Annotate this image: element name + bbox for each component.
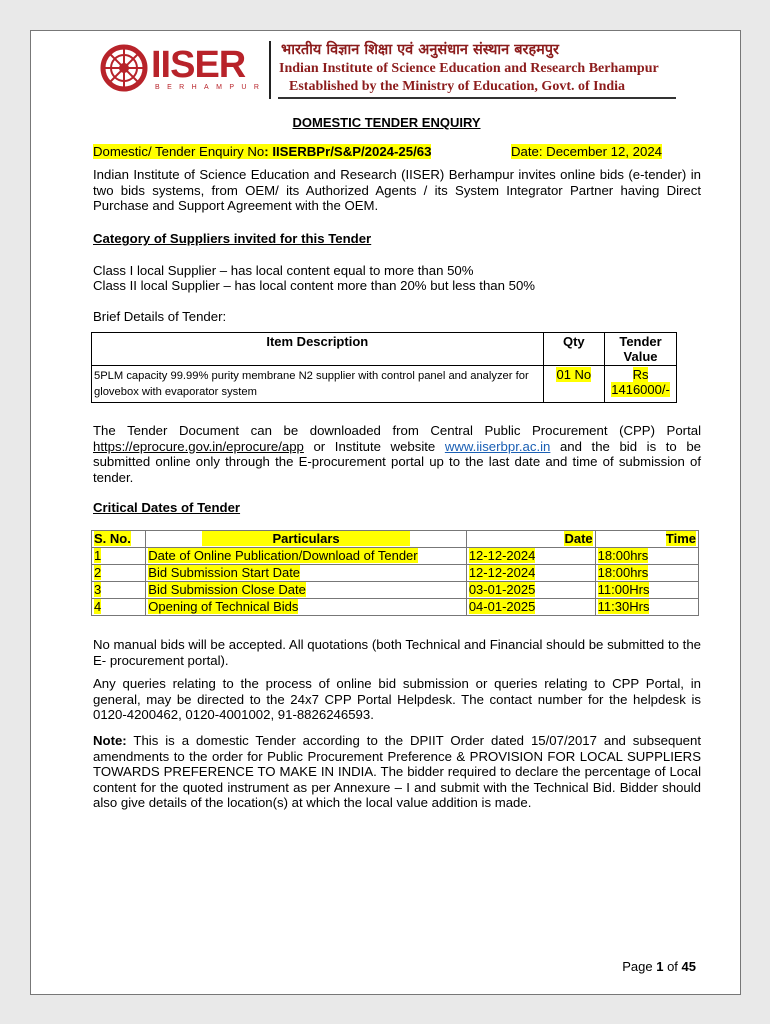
- table-header: Date: [466, 531, 595, 548]
- row-date: 04-01-2025: [466, 599, 595, 616]
- document-page: [30, 30, 741, 995]
- brief-heading: Brief Details of Tender:: [93, 309, 227, 324]
- header-divider: [269, 41, 271, 99]
- item-value: 1416000/-: [611, 382, 670, 397]
- table-header: Tender Value: [605, 333, 677, 366]
- doc-title: DOMESTIC TENDER ENQUIRY: [292, 115, 481, 130]
- table-header: Qty: [543, 333, 605, 366]
- institute-website-link[interactable]: www.iiserbpr.ac.in: [444, 438, 551, 454]
- item-value-cell: [605, 366, 677, 403]
- row-particular: Date of Online Publication/Download of Tender: [146, 548, 467, 565]
- iiser-emblem-icon: [99, 43, 149, 93]
- table-header: Particulars: [146, 531, 467, 548]
- enquiry-label: Domestic/ Tender Enquiry No: [93, 144, 265, 159]
- row-sno: 2: [92, 565, 146, 582]
- row-time: 18:00hrs: [595, 548, 698, 565]
- class2-supplier: Class II local Supplier – has local content more than 20% but less than 50%: [93, 278, 536, 293]
- established-line: Established by the Ministry of Education, Govt. of India: [289, 79, 626, 94]
- brief-details-table: [91, 332, 677, 403]
- row-date: 12-12-2024: [466, 565, 595, 582]
- suppliers-heading: Category of Suppliers invited for this Tender: [93, 231, 372, 246]
- table-row: [92, 582, 699, 599]
- row-time: 11:00Hrs: [595, 582, 698, 599]
- table-header: Item Description: [92, 333, 544, 366]
- table-header: Time: [595, 531, 698, 548]
- critical-dates-table: [91, 530, 699, 616]
- download-text-1: The Tender Document can be downloaded from Central Public Procurement (CPP) Portal: [93, 423, 701, 438]
- item-description: 5PLM capacity 99.99% purity membrane N2 supplier with control panel and analyzer for glovebox with evaporator system: [92, 366, 544, 403]
- enquiry-number: : IISERBPr/S&P/2024-25/63: [264, 144, 432, 159]
- enquiry-line: [93, 144, 431, 159]
- item-qty: 01 No: [556, 367, 592, 382]
- header-rule: [278, 97, 676, 99]
- hindi-title: भारतीय विज्ञान शिक्षा एवं अनुसंधान संस्थान बरहमपुर: [281, 42, 559, 58]
- logo-subtext: BERHAMPUR: [155, 84, 267, 91]
- row-date: 12-12-2024: [466, 548, 595, 565]
- queries-paragraph: Any queries relating to the process of online bid submission or queries relating to CPP Portal, in general, may be directed to the 24x7 CPP Portal Helpdesk. The contact number for the helpdesk is 0120-4200462, 0120-4001002, 91-8826246593.: [93, 676, 701, 722]
- row-date: 03-01-2025: [466, 582, 595, 599]
- download-text-2: or Institute website: [303, 438, 445, 454]
- table-row: [92, 599, 699, 616]
- table-header: S. No.: [92, 531, 146, 548]
- table-row: [92, 565, 699, 582]
- logo-text: IISER: [151, 44, 246, 86]
- manual-bids-paragraph: No manual bids will be accepted. All quotations (both Technical and Financial should be submitted to the E- procurement portal).: [93, 637, 701, 668]
- download-text-3: and the bid is to be submitted online only through the E-procurement portal up to the last date and time of submission of tender.: [93, 438, 702, 485]
- note-paragraph: [93, 733, 701, 811]
- row-particular: Opening of Technical Bids: [146, 599, 467, 616]
- row-time: 11:30Hrs: [595, 599, 698, 616]
- critical-heading: Critical Dates of Tender: [93, 500, 241, 515]
- item-qty-cell: [543, 366, 605, 403]
- note-text: This is a domestic Tender according to the DPIIT Order dated 15/07/2017 and subsequent amendments to the order for Public Procurement Preference & PROVISION FOR LOCAL SUPPLIERS TOWARDS PREFERENCE TO MAKE IN INDIA. The bidder required to declare the percentage of Local content for the quoted instrument as per Annexure – I and submit with the Technical Bid. Bidder should also give details of the location(s) at which the local value addition is made.: [93, 733, 701, 810]
- class1-supplier: Class I local Supplier – has local content equal to more than 50%: [93, 263, 474, 278]
- row-sno: 4: [92, 599, 146, 616]
- intro-paragraph: Indian Institute of Science Education and Research (IISER) Berhampur invites online bids (e-tender) in two bids systems, from OEM/ its Authorized Agents / its System Integrator Partner having Direct Purchase and Support Agreement with the OEM.: [93, 167, 701, 213]
- cpp-portal-link[interactable]: https://eprocure.gov.in/eprocure/app: [93, 438, 304, 454]
- note-label: Note:: [93, 733, 127, 748]
- row-particular: Bid Submission Start Date: [146, 565, 467, 582]
- enquiry-date: Date: December 12, 2024: [511, 144, 663, 159]
- row-particular: Bid Submission Close Date: [146, 582, 467, 599]
- page-number: Page 1 of 45: [622, 959, 696, 974]
- row-time: 18:00hrs: [595, 565, 698, 582]
- item-value-prefix: Rs: [632, 367, 649, 382]
- row-sno: 1: [92, 548, 146, 565]
- download-paragraph: [93, 423, 701, 485]
- row-sno: 3: [92, 582, 146, 599]
- table-row: [92, 548, 699, 565]
- institute-name: Indian Institute of Science Education and Research Berhampur: [279, 61, 659, 76]
